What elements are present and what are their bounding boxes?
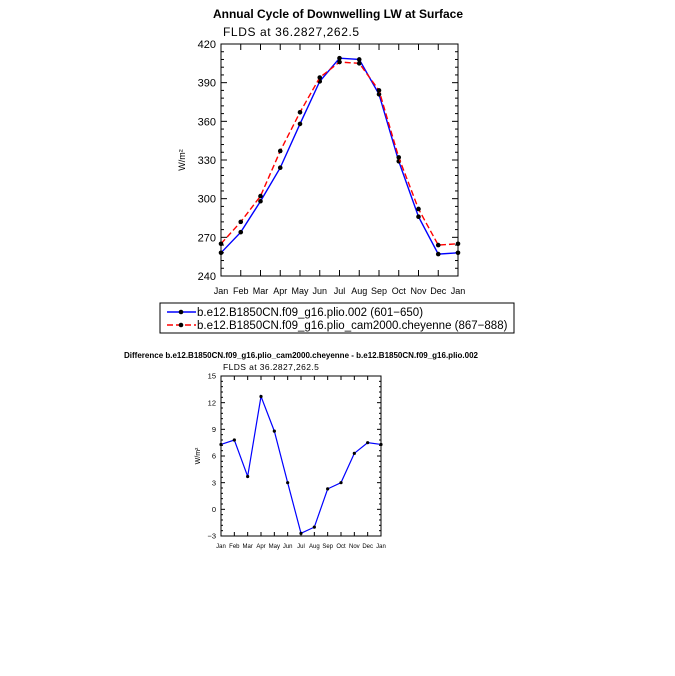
x-tick-label: Feb [232,286,249,296]
x-tick-label: Jan [213,286,229,296]
y-tick-label: 9 [211,425,216,435]
x-tick-label: Sep [370,286,388,296]
y-tick-label: 12 [207,398,216,408]
x-tick-label: Jun [312,286,328,296]
series-1-point [286,481,289,484]
y-tick-label: 6 [211,451,216,461]
x-tick-label: Jul [333,286,346,296]
series-1-point [278,165,283,170]
series-1-point [219,251,224,256]
x-tick-label: Jan [216,544,226,550]
x-tick-label: Jun [282,544,293,550]
y-tick-label: 15 [207,371,216,381]
series-1-point [298,122,303,127]
series-1-point [299,532,302,535]
series-1-point [258,199,263,204]
x-tick-label: Dec [362,544,374,550]
difference-chart [124,351,479,550]
series-1-point [259,395,262,398]
series-1-point [273,430,276,433]
x-tick-label: Nov [348,544,360,550]
series-1-point [339,481,342,484]
x-tick-label: Mar [252,286,269,296]
legend-marker-2 [179,323,184,328]
y-tick-label: 360 [197,116,216,129]
series-line-1 [221,58,458,254]
x-tick-label: May [268,544,281,550]
series-1-point [313,526,316,529]
series-1-point [379,443,382,446]
y-axis-label: W/m² [177,149,187,171]
series-2-point [317,75,322,80]
y-axis-label: W/m² [195,447,202,465]
series-1-point [353,452,356,455]
x-tick-label: Aug [351,286,368,296]
legend-marker-1 [179,310,184,315]
x-tick-label: Apr [273,286,288,296]
plot-frame [221,376,381,536]
x-tick-label: Oct [336,544,346,550]
series-2-point [258,194,263,199]
plot-frame [221,44,458,276]
series-2-point [396,155,401,160]
y-tick-label: −3 [207,531,216,541]
legend-label-2: b.e12.B1850CN.f09_g16.plio_cam2000.cheyenne (867−888) [197,320,508,332]
series-2-point [456,241,461,246]
y-tick-label: 330 [197,154,216,167]
legend-label-1: b.e12.B1850CN.f09_g16.plio.002 (601−650) [197,307,424,319]
chart-subtitle: FLDS at 36.2827,262.5 [223,362,320,372]
chart-subtitle: FLDS at 36.2827,262.5 [223,25,360,39]
chart-title: Difference b.e12.B1850CN.f09_g16.plio_cam2000.cheyenne - b.e12.B1850CN.f09_g16.plio.002 [124,351,478,360]
series-1-point [436,252,441,257]
series-1-point [246,475,249,478]
series-1-point [326,487,329,490]
y-tick-label: 0 [211,505,216,515]
series-2-point [357,61,362,66]
x-tick-label: May [291,286,309,296]
series-2-point [416,207,421,212]
series-2-point [219,241,224,246]
series-line-1 [221,396,381,533]
x-tick-label: Jul [297,544,305,550]
x-tick-label: Apr [256,544,266,550]
x-tick-label: Dec [430,286,447,296]
x-tick-label: Sep [322,544,334,550]
series-2-point [436,243,441,248]
y-tick-label: 300 [197,193,216,206]
chart-title: Annual Cycle of Downwelling LW at Surface [212,7,464,21]
y-tick-label: 420 [197,38,216,51]
series-1-point [238,230,243,235]
series-2-point [238,220,243,225]
series-1-point [416,214,421,219]
x-tick-label: Jan [376,544,386,550]
series-2-point [377,88,382,93]
x-tick-label: Mar [242,544,253,550]
y-tick-label: 390 [197,77,216,90]
x-tick-label: Feb [229,544,240,550]
x-tick-label: Aug [308,544,320,550]
x-tick-label: Jan [450,286,466,296]
series-line-2 [221,62,458,245]
series-2-point [298,110,303,115]
y-tick-label: 240 [197,270,216,283]
series-1-point [366,441,369,444]
series-1-point [456,251,461,256]
series-2-point [337,60,342,65]
x-tick-label: Oct [391,286,406,296]
series-1-point [233,438,236,441]
y-tick-label: 270 [197,232,216,245]
series-2-point [278,149,283,154]
annual-cycle-chart [160,7,514,333]
x-tick-label: Nov [410,286,427,296]
series-1-point [219,443,222,446]
y-tick-label: 3 [211,478,216,488]
